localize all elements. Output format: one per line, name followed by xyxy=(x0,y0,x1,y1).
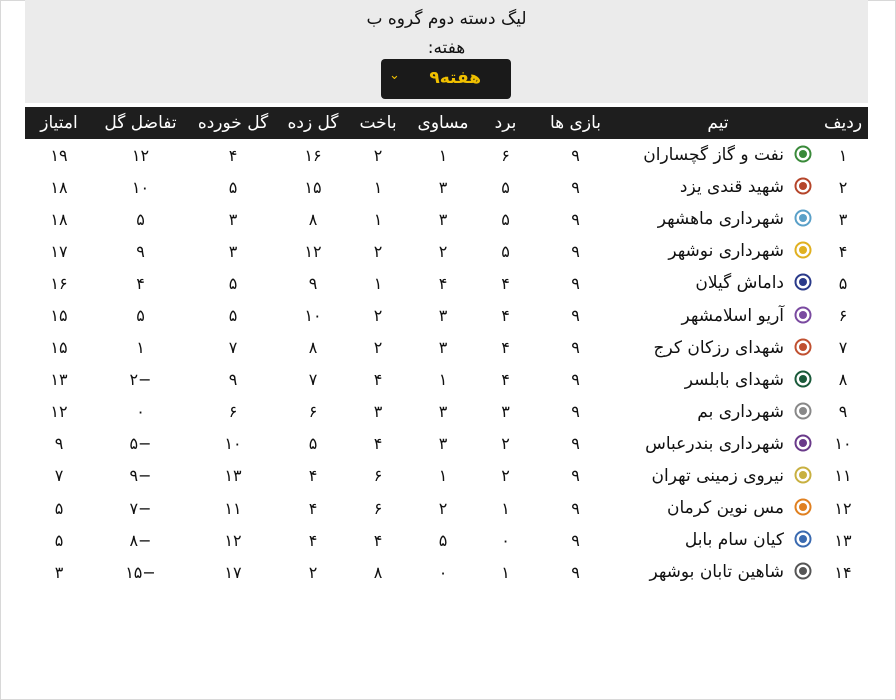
goal-diff-cell: ۵ xyxy=(136,306,145,326)
goals-for-cell: ۶ xyxy=(308,402,318,422)
points-cell: ۱۳ xyxy=(50,370,68,390)
col-header-goals-against[interactable]: گل خورده xyxy=(197,113,269,133)
goal-diff-cell: −۱۵ xyxy=(125,562,156,582)
points-cell: ۱۵ xyxy=(50,338,68,358)
played-cell: ۹ xyxy=(571,530,580,550)
team-name[interactable]: داماش گیلان xyxy=(695,273,784,294)
won-cell: ۳ xyxy=(501,402,510,422)
team-name[interactable]: نیروی زمینی تهران xyxy=(651,465,784,486)
team-logo-icon xyxy=(794,466,812,484)
played-cell: ۹ xyxy=(571,466,580,486)
lost-cell: ۱ xyxy=(373,177,383,197)
team-cell xyxy=(618,332,818,364)
won-cell: ۴ xyxy=(501,370,510,390)
played-cell: ۹ xyxy=(571,338,580,358)
team-logo-icon xyxy=(794,145,812,163)
team-logo-icon xyxy=(794,273,812,291)
played-cell: ۹ xyxy=(571,241,580,261)
goals-against-cell: ۷ xyxy=(228,338,238,358)
rank-cell: ۷ xyxy=(838,338,848,358)
drawn-cell: ۱ xyxy=(438,145,448,165)
goals-for-cell: ۴ xyxy=(308,530,318,550)
played-cell: ۹ xyxy=(571,306,580,326)
goal-diff-cell: ۵ xyxy=(136,209,145,229)
points-cell: ۳ xyxy=(54,562,64,582)
team-name[interactable]: شهرداری ماهشهر xyxy=(657,209,784,230)
points-cell: ۱۲ xyxy=(50,402,68,422)
team-logo-icon xyxy=(794,530,812,548)
team-cell xyxy=(618,428,818,460)
standings-body xyxy=(25,139,868,588)
goal-diff-cell: −۹ xyxy=(129,466,152,486)
goals-against-cell: ۴ xyxy=(228,145,238,165)
rank-cell: ۲ xyxy=(838,177,848,197)
goals-for-cell: ۵ xyxy=(308,434,318,454)
goals-for-cell: ۱۶ xyxy=(304,145,322,165)
drawn-cell: ۳ xyxy=(438,209,448,229)
goals-for-cell: ۱۲ xyxy=(304,241,322,261)
goals-for-cell: ۴ xyxy=(308,498,318,518)
drawn-cell: ۱ xyxy=(438,466,448,486)
won-cell: ۵ xyxy=(501,241,510,261)
played-cell: ۹ xyxy=(571,273,580,293)
table-row[interactable] xyxy=(25,556,868,588)
goals-against-cell: ۶ xyxy=(228,402,238,422)
table-row[interactable] xyxy=(25,299,868,331)
team-cell xyxy=(618,203,818,235)
team-name[interactable]: آریو اسلامشهر xyxy=(681,305,784,326)
goals-against-cell: ۱۳ xyxy=(224,466,242,486)
table-row[interactable] xyxy=(25,492,868,524)
team-cell xyxy=(618,299,818,331)
drawn-cell: ۳ xyxy=(438,306,448,326)
week-select-dropdown[interactable] xyxy=(381,59,511,99)
goals-for-cell: ۹ xyxy=(308,273,318,293)
team-name[interactable]: شهدای بابلسر xyxy=(684,369,784,390)
played-cell: ۹ xyxy=(571,562,580,582)
team-cell xyxy=(618,460,818,492)
won-cell: ۵ xyxy=(501,209,510,229)
points-cell: ۵ xyxy=(54,498,64,518)
table-row[interactable] xyxy=(25,332,868,364)
col-header-goals-for[interactable]: گل زده xyxy=(287,113,339,133)
team-logo-icon xyxy=(794,241,812,259)
lost-cell: ۳ xyxy=(373,402,383,422)
played-cell: ۹ xyxy=(571,177,580,197)
table-row[interactable] xyxy=(25,203,868,235)
drawn-cell: ۳ xyxy=(438,434,448,454)
points-cell: ۱۸ xyxy=(50,177,68,197)
won-cell: ۲ xyxy=(501,466,510,486)
won-cell: ۲ xyxy=(501,434,510,454)
table-row[interactable] xyxy=(25,267,868,299)
drawn-cell: ۰ xyxy=(438,562,448,582)
team-name[interactable]: شهرداری بم xyxy=(697,401,784,422)
lost-cell: ۴ xyxy=(373,370,383,390)
won-cell: ۵ xyxy=(501,177,510,197)
won-cell: ۱ xyxy=(501,498,510,518)
team-name[interactable]: شاهین تابان بوشهر xyxy=(649,562,784,583)
week-select-value: هفته۹ xyxy=(429,68,481,88)
table-header-row xyxy=(25,107,868,139)
team-logo-icon xyxy=(794,338,812,356)
drawn-cell: ۲ xyxy=(438,498,448,518)
team-cell xyxy=(618,524,818,556)
rank-cell: ۱۰ xyxy=(834,434,852,454)
points-cell: ۷ xyxy=(54,466,64,486)
points-cell: ۹ xyxy=(54,434,64,454)
league-header-panel xyxy=(25,0,868,103)
col-header-points[interactable]: امتیاز xyxy=(40,113,78,133)
goals-for-cell: ۱۰ xyxy=(304,306,322,326)
team-cell xyxy=(618,171,818,203)
goals-against-cell: ۱۲ xyxy=(224,530,242,550)
rank-cell: ۱۴ xyxy=(834,562,852,582)
won-cell: ۴ xyxy=(501,306,510,326)
played-cell: ۹ xyxy=(571,434,580,454)
team-cell xyxy=(618,139,818,171)
won-cell: ۱ xyxy=(501,562,510,582)
team-logo-icon xyxy=(794,209,812,227)
team-logo-icon xyxy=(794,562,812,580)
team-cell xyxy=(618,492,818,524)
lost-cell: ۶ xyxy=(373,498,383,518)
team-name[interactable]: شهدای رزکان کرج xyxy=(653,337,784,358)
lost-cell: ۶ xyxy=(373,466,383,486)
col-header-won[interactable]: برد xyxy=(494,113,517,133)
table-row[interactable] xyxy=(25,396,868,428)
table-row[interactable] xyxy=(25,524,868,556)
team-logo-icon xyxy=(794,402,812,420)
points-cell: ۵ xyxy=(54,530,64,550)
team-name[interactable]: شهید قندی یزد xyxy=(679,177,784,198)
team-cell xyxy=(618,556,818,588)
lost-cell: ۲ xyxy=(373,306,383,326)
goals-for-cell: ۴ xyxy=(308,466,318,486)
points-cell: ۱۷ xyxy=(50,241,68,261)
col-header-goal-diff[interactable]: تفاضل گل xyxy=(104,113,177,133)
goals-against-cell: ۹ xyxy=(228,370,238,390)
col-header-played[interactable]: بازی ها xyxy=(550,113,601,133)
rank-cell: ۴ xyxy=(838,241,848,261)
lost-cell: ۸ xyxy=(373,562,383,582)
team-logo-icon xyxy=(794,177,812,195)
lost-cell: ۱ xyxy=(373,209,383,229)
drawn-cell: ۴ xyxy=(438,273,448,293)
table-row[interactable] xyxy=(25,460,868,492)
goals-for-cell: ۱۵ xyxy=(304,177,322,197)
drawn-cell: ۳ xyxy=(438,402,448,422)
goals-for-cell: ۸ xyxy=(308,209,318,229)
goals-against-cell: ۳ xyxy=(228,241,238,261)
standings-table xyxy=(25,107,868,588)
goal-diff-cell: ۱۰ xyxy=(131,177,150,197)
played-cell: ۹ xyxy=(571,209,580,229)
rank-cell: ۵ xyxy=(838,273,848,293)
table-row[interactable] xyxy=(25,364,868,396)
goal-diff-cell: ۹ xyxy=(136,241,145,261)
points-cell: ۱۶ xyxy=(50,273,68,293)
team-cell xyxy=(618,396,818,428)
rank-cell: ۳ xyxy=(838,209,848,229)
won-cell: ۴ xyxy=(501,273,510,293)
table-row[interactable] xyxy=(25,235,868,267)
lost-cell: ۴ xyxy=(373,434,383,454)
table-row[interactable] xyxy=(25,428,868,460)
team-name[interactable]: کیان سام بابل xyxy=(684,530,784,551)
goals-against-cell: ۵ xyxy=(228,306,238,326)
rank-cell: ۱۳ xyxy=(834,530,852,550)
team-logo-icon xyxy=(794,370,812,388)
goal-diff-cell: ۱ xyxy=(136,338,145,358)
col-header-team[interactable]: تیم xyxy=(707,113,729,133)
lost-cell: ۴ xyxy=(373,530,383,550)
chevron-down-icon: ⌄ xyxy=(389,68,400,83)
drawn-cell: ۳ xyxy=(438,338,448,358)
team-name[interactable]: نفت و گاز گچساران xyxy=(643,145,784,166)
lost-cell: ۱ xyxy=(373,273,383,293)
won-cell: ۰ xyxy=(501,530,510,550)
goals-for-cell: ۸ xyxy=(308,338,318,358)
league-title: لیگ دسته دوم گروه ب xyxy=(366,9,527,29)
team-name[interactable]: شهرداری بندرعباس xyxy=(645,433,784,454)
points-cell: ۱۸ xyxy=(50,209,68,229)
rank-cell: ۶ xyxy=(838,306,848,326)
goal-diff-cell: ۴ xyxy=(136,273,145,293)
goals-against-cell: ۱۷ xyxy=(224,562,242,582)
goal-diff-cell: −۸ xyxy=(129,530,152,550)
team-logo-icon xyxy=(794,498,812,516)
drawn-cell: ۵ xyxy=(438,530,448,550)
table-row[interactable] xyxy=(25,139,868,171)
team-logo-icon xyxy=(794,434,812,452)
goals-against-cell: ۳ xyxy=(228,209,238,229)
drawn-cell: ۱ xyxy=(438,370,448,390)
team-name[interactable]: شهرداری نوشهر xyxy=(668,241,784,262)
col-header-drawn[interactable]: مساوی xyxy=(417,113,469,133)
won-cell: ۴ xyxy=(501,338,510,358)
rank-cell: ۱۱ xyxy=(834,466,852,486)
goals-against-cell: ۱۰ xyxy=(224,434,242,454)
col-header-rank[interactable]: ردیف xyxy=(823,113,863,133)
team-name[interactable]: مس نوین کرمان xyxy=(666,498,784,519)
goal-diff-cell: ۰ xyxy=(136,402,145,422)
goal-diff-cell: −۵ xyxy=(129,434,152,454)
played-cell: ۹ xyxy=(571,402,580,422)
team-logo-icon xyxy=(794,306,812,324)
col-header-lost[interactable]: باخت xyxy=(359,113,397,133)
rank-cell: ۹ xyxy=(838,402,848,422)
won-cell: ۶ xyxy=(501,145,510,165)
drawn-cell: ۳ xyxy=(438,177,448,197)
team-cell xyxy=(618,364,818,396)
team-cell xyxy=(618,267,818,299)
goals-against-cell: ۵ xyxy=(228,273,238,293)
goal-diff-cell: −۲ xyxy=(129,370,152,390)
played-cell: ۹ xyxy=(571,145,580,165)
goal-diff-cell: −۷ xyxy=(129,498,152,518)
goal-diff-cell: ۱۲ xyxy=(131,145,150,165)
points-cell: ۱۵ xyxy=(50,306,68,326)
goals-for-cell: ۲ xyxy=(308,562,318,582)
rank-cell: ۱۲ xyxy=(834,498,852,518)
played-cell: ۹ xyxy=(571,498,580,518)
drawn-cell: ۲ xyxy=(438,241,448,261)
week-label: هفته: xyxy=(427,38,466,58)
played-cell: ۹ xyxy=(571,370,580,390)
goals-for-cell: ۷ xyxy=(308,370,318,390)
rank-cell: ۸ xyxy=(838,370,848,390)
team-cell xyxy=(618,235,818,267)
goals-against-cell: ۱۱ xyxy=(224,498,242,518)
lost-cell: ۲ xyxy=(373,241,383,261)
rank-cell: ۱ xyxy=(838,145,848,165)
table-row[interactable] xyxy=(25,171,868,203)
goals-against-cell: ۵ xyxy=(228,177,238,197)
points-cell: ۱۹ xyxy=(50,145,68,165)
lost-cell: ۲ xyxy=(373,338,383,358)
lost-cell: ۲ xyxy=(373,145,383,165)
